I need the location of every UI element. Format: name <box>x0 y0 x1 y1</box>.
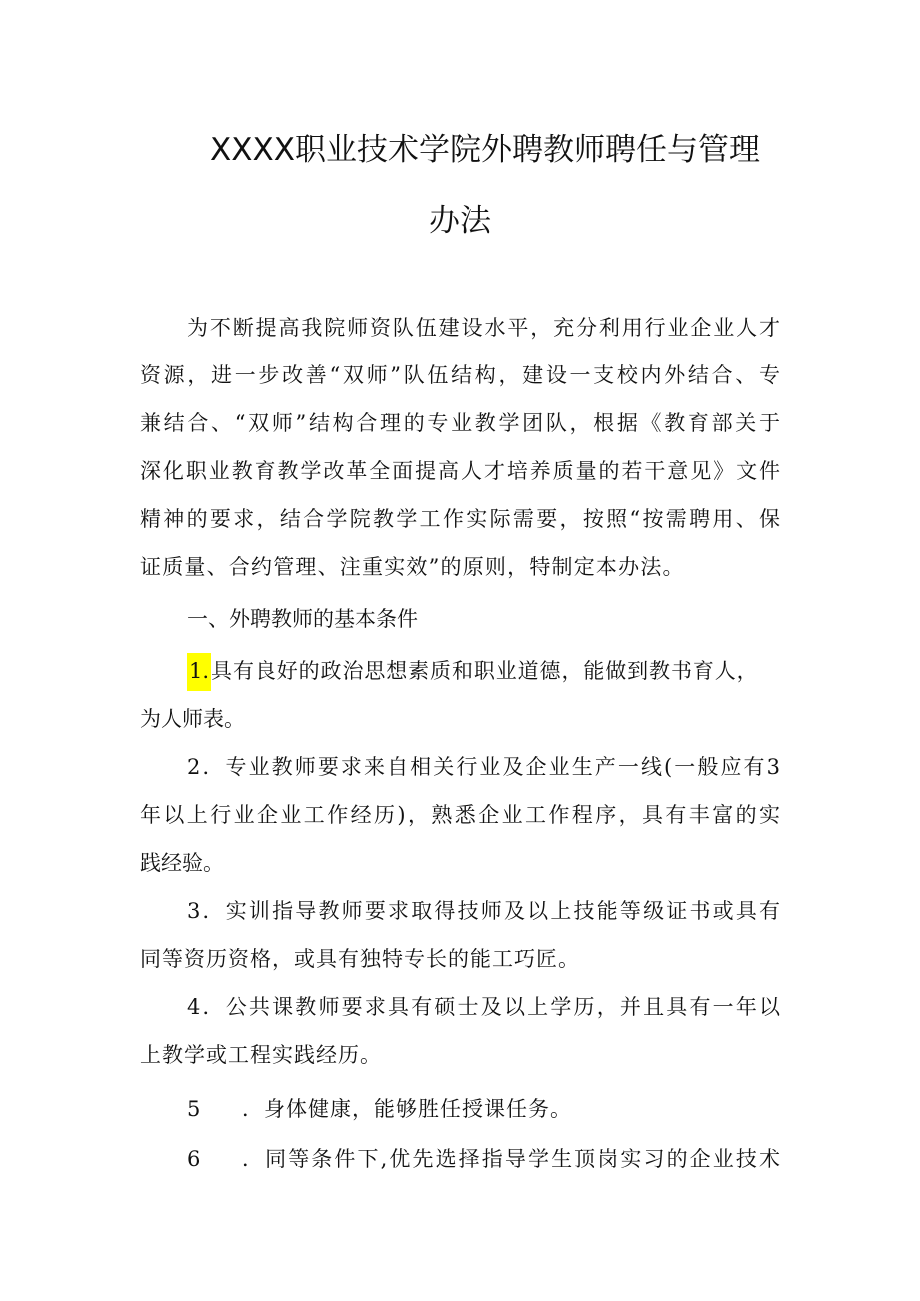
intro-paragraph-line: 为不断提高我院师资队伍建设水平，充分利用行业企业人才 <box>187 316 780 340</box>
list-item-6-text: ．同等条件下,优先选择指导学生顶岗实习的企业技术 <box>242 1147 780 1171</box>
list-item-4-line-2: 上教学或工程实践经历。 <box>140 1043 382 1067</box>
list-item-1-line-2: 为人师表。 <box>140 707 245 731</box>
section-heading: 一、外聘教师的基本条件 <box>187 607 418 631</box>
intro-paragraph-line: 证质量、合约管理、注重实效”的原则，特制定本办法。 <box>140 555 685 579</box>
list-item-3-line-1: 3．实训指导教师要求取得技师及以上技能等级证书或具有 <box>187 899 780 923</box>
list-item-5-number: 5 <box>187 1097 201 1121</box>
list-item-6-number: 6 <box>187 1147 201 1171</box>
list-item-2-line-1: 2．专业教师要求来自相关行业及企业生产一线(一般应有3 <box>187 755 780 779</box>
intro-paragraph-line: 兼结合、“双师”结构合理的专业教学团队，根据《教育部关于 <box>140 411 780 435</box>
list-item-1-text: 具有良好的政治思想素质和职业道德，能做到教书育人， <box>211 659 759 683</box>
list-item-2-line-3: 践经验。 <box>140 851 224 875</box>
document-title-line-2: 办法 <box>429 203 491 239</box>
list-item-4-line-1: 4．公共课教师要求具有硕士及以上学历，并且具有一年以 <box>187 995 780 1019</box>
highlighted-item-number: 1. <box>187 653 211 691</box>
list-item-5-text: ．身体健康，能够胜任授课任务。 <box>242 1097 572 1121</box>
list-item-2-line-2: 年以上行业企业工作经历)，熟悉企业工作程序，具有丰富的实 <box>140 803 780 827</box>
document-title-line-1: XXXX职业技术学院外聘教师聘任与管理 <box>210 132 760 168</box>
intro-paragraph-line: 深化职业教育教学改革全面提高人才培养质量的若干意见》文件 <box>140 459 780 483</box>
intro-paragraph-line: 资源，进一步改善“双师”队伍结构，建设一支校内外结合、专 <box>140 363 780 387</box>
list-item-1-line-1 <box>187 656 780 686</box>
list-item-3-line-2: 同等资历资格，或具有独特专长的能工巧匠。 <box>140 947 580 971</box>
intro-paragraph-line: 精神的要求，结合学院教学工作实际需要，按照“按需聘用、保 <box>140 507 780 531</box>
